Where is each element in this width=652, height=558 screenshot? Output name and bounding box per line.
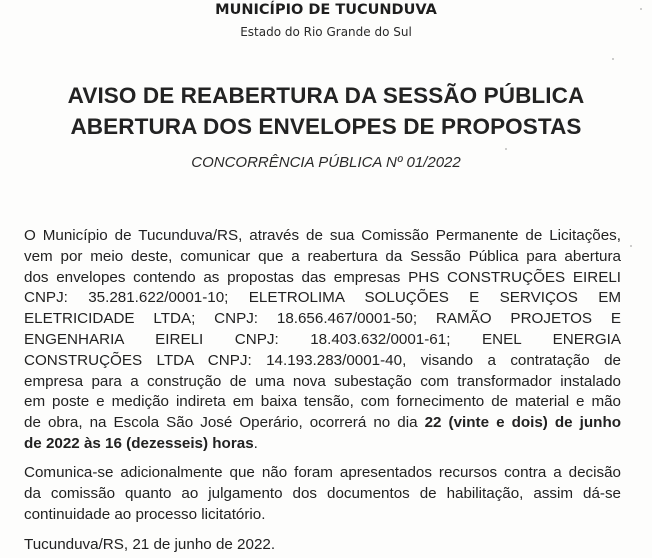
- paragraph-line: ELETRICIDADE LTDA; CNPJ: 18.656.467/0001-50; RAMÃO PROJETOS E: [24, 310, 621, 328]
- organization-name: MUNICÍPIO DE TUCUNDUVA: [215, 2, 437, 18]
- session-date-bold: 22 (vinte e dois) de junho: [424, 414, 622, 432]
- paragraph-line: dos envelopes contendo as propostas das empresas PHS CONSTRUÇÕES EIRELI: [24, 268, 621, 286]
- paragraph-line: vem por meio deste, comunicar que a reabertura da Sessão Pública para abertura: [24, 247, 621, 265]
- paragraph-line-session-date: [24, 413, 621, 434]
- paragraph-line: O Município de Tucunduva/RS, através de sua Comissão Permanente de Licitações,: [24, 227, 621, 244]
- paragraph-line-session-time: [24, 434, 621, 455]
- paragraph-line: CNPJ: 35.281.622/0001-10; ELETROLIMA SOLUÇÕES E SERVIÇOS EM: [24, 289, 621, 307]
- session-location-text: de obra, na Escola São José Operário, ocorrerá no dia: [24, 414, 425, 432]
- paragraph-line: empresa para a construção de uma nova subestação com transformador instalado: [24, 372, 621, 390]
- scan-speck: [505, 148, 507, 150]
- notice-title-line-2: ABERTURA DOS ENVELOPES DE PROPOSTAS: [70, 114, 582, 139]
- document-date: Tucunduva/RS, 21 de junho de 2022.: [24, 536, 276, 553]
- notice-title-line-1: AVISO DE REABERTURA DA SESSÃO PÚBLICA: [67, 83, 585, 108]
- paragraph-line: CONSTRUÇÕES LTDA CNPJ: 14.193.283/0001-40, visando a contratação de: [24, 351, 621, 369]
- scan-speck: [640, 8, 642, 10]
- paragraph-announcement: [24, 226, 621, 455]
- paragraph-additional-notice: [24, 463, 621, 525]
- notice-subtitle: CONCORRÊNCIA PÚBLICA Nº 01/2022: [191, 154, 461, 171]
- session-time-bold: de 2022 às 16 (dezesseis) horas: [24, 434, 254, 452]
- scan-speck: [612, 58, 614, 60]
- paragraph-line: ENGENHARIA EIRELI CNPJ: 18.403.632/0001-61; ENEL ENERGIA: [24, 330, 621, 348]
- organization-state: Estado do Rio Grande do Sul: [240, 25, 412, 39]
- paragraph-line: Comunica-se adicionalmente que não foram apresentados recursos contra a decisão: [24, 464, 621, 481]
- paragraph-line: em poste e medição indireta em baixa tensão, com fornecimento de material e mão: [24, 393, 621, 411]
- paragraph-line: continuidade ao processo licitatório.: [24, 505, 266, 523]
- paragraph-line: da comissão quanto ao julgamento dos documentos de habilitação, assim dá-se: [24, 484, 621, 502]
- scan-speck: [630, 245, 632, 247]
- sentence-end: .: [253, 434, 258, 452]
